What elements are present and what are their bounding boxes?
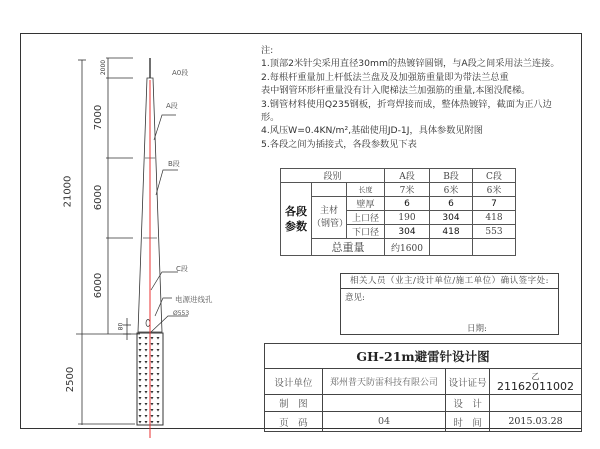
empty-cell	[312, 183, 347, 197]
cell: 6	[385, 197, 430, 211]
time-value: 2015.03.28	[490, 412, 582, 432]
dim-flange: 80	[117, 322, 125, 331]
dim-tip-length: 2000	[100, 59, 108, 76]
label-tip-segment: A0段	[172, 69, 189, 77]
cell: 7米	[385, 183, 430, 197]
note-line: 2.每根杆重量加上杆低法兰盘及及加强筋重量即为带法兰总重	[261, 71, 509, 83]
empty-cell	[473, 239, 516, 256]
row-label: 上口径	[347, 211, 385, 225]
label-diameter: Ø553	[173, 310, 190, 317]
drawing-title: GH-21m避雷针设计图	[265, 344, 582, 369]
date-label: 日期:	[467, 324, 487, 334]
cell: 418	[430, 225, 473, 239]
designer-value	[490, 395, 582, 412]
cell: 7	[473, 197, 516, 211]
designer-label: 设 计	[446, 395, 490, 412]
design-unit-label: 设计单位	[265, 369, 323, 395]
cell: 6	[430, 197, 473, 211]
note-line: 1.顶部2米针尖采用直径30mm的热镀锌圆钢，与A段之间采用法兰连接。	[261, 58, 560, 70]
time-label: 时 间	[446, 412, 490, 432]
design-notes	[261, 44, 581, 151]
cert-label: 设计证号	[446, 369, 490, 395]
header-col-a: A段	[385, 169, 430, 183]
row-label: 长度	[347, 183, 385, 197]
note-line: 5.各段之间为插接式，各段参数见下表	[261, 138, 417, 150]
note-line: 表中钢管环形杆重量没有计入爬梯法兰加强筋的重量,本图没爬梯。	[261, 85, 531, 97]
cell: 304	[385, 225, 430, 239]
row-label: 壁厚	[347, 197, 385, 211]
signature-box	[340, 273, 559, 335]
header-segment: 段别	[281, 169, 385, 183]
page-label: 页 码	[265, 412, 323, 432]
group-label: 各段参数	[281, 183, 312, 256]
cert-prefix: 乙	[531, 371, 540, 381]
dim-foundation-depth: 2500	[65, 366, 77, 393]
dim-segment-c: 6000	[93, 272, 105, 299]
label-segment-a: A段	[166, 102, 178, 110]
drawn-by-value	[322, 395, 445, 412]
cell: 6米	[473, 183, 516, 197]
notes-heading: 注:	[261, 45, 274, 56]
cell: 190	[385, 211, 430, 225]
header-col-c: C段	[473, 169, 516, 183]
drawn-by-label: 制 图	[265, 395, 323, 412]
row-label: 下口径	[347, 225, 385, 239]
cell: 6米	[430, 183, 473, 197]
dim-segment-b: 6000	[93, 184, 105, 211]
note-line: 3.钢管材料使用Q235钢板，折弯焊接而成，整体热镀锌，截面为正八边	[261, 98, 552, 110]
page-value: 04	[322, 412, 445, 432]
cell: 418	[473, 211, 516, 225]
cert-number	[490, 369, 582, 395]
note-line: 4.风压W=0.4KN/m²,基础使用JD-1J，具体参数见附图	[261, 125, 483, 137]
label-segment-c: C段	[176, 265, 188, 273]
title-block	[264, 343, 582, 432]
total-weight-label: 总重量	[312, 239, 385, 256]
dim-segment-a: 7000	[93, 104, 105, 131]
label-power-hole: 电源进线孔	[175, 295, 213, 304]
note-line: 形。	[261, 112, 280, 124]
sub-group-label: 主材（钢管）	[312, 197, 347, 239]
cell: 553	[473, 225, 516, 239]
cell: 304	[430, 211, 473, 225]
empty-cell	[430, 239, 473, 256]
design-unit-value: 郑州普天防雷科技有限公司	[322, 369, 445, 395]
segment-params-table	[280, 168, 516, 256]
header-col-b: B段	[430, 169, 473, 183]
dim-total-height: 21000	[62, 175, 74, 208]
opinion-label: 意见:	[345, 293, 365, 303]
total-weight-value: 约1600	[385, 239, 430, 256]
label-segment-b: B段	[168, 160, 180, 168]
cert-number-value: 21162011002	[497, 379, 575, 393]
signature-header: 相关人员（业主/设计单位/施工单位）确认签字处:	[341, 274, 558, 289]
